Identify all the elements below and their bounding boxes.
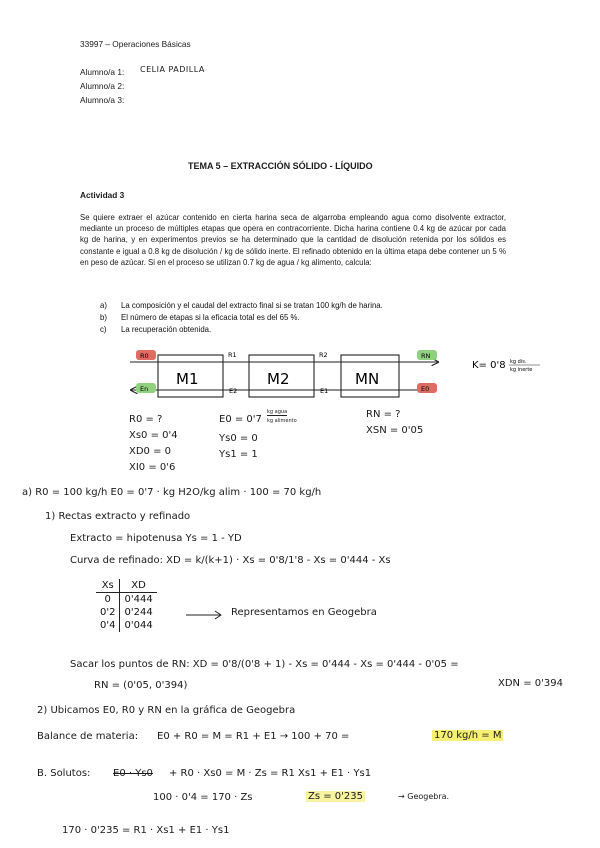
course-code: 33997 – Operaciones Básicas	[80, 39, 191, 49]
zs-equation: 100 · 0'4 = 170 · Zs	[153, 792, 253, 803]
final-equation: 170 · 0'235 = R1 · Xs1 + E1 · Ys1	[62, 825, 230, 836]
solutos-struck-term: E0 · Ys0	[113, 768, 153, 779]
given-e0: E0 = 0'7	[219, 414, 262, 425]
zs-geogebra: → Geogebra.	[398, 792, 450, 801]
tag-rn-text: RN	[421, 352, 431, 360]
table-row: 0'4 0'044	[96, 619, 157, 632]
process-diagram	[0, 345, 600, 405]
tag-en-text: En	[140, 385, 149, 393]
student-1-name: CELIA PADILLA	[140, 65, 205, 74]
stage-label-n: MN	[355, 370, 380, 388]
given-xs0: Xs0 = 0'4	[129, 430, 178, 441]
page-title: TEMA 5 – EXTRACCIÓN SÓLIDO - LÍQUIDO	[188, 161, 373, 171]
k-numerator: kg dis.	[510, 359, 527, 365]
stream-e1: E1	[320, 387, 329, 395]
solutos-label: B. Solutos:	[37, 768, 91, 779]
given-xsn: XSN = 0'05	[366, 425, 424, 436]
rn-point: RN = (0'05, 0'394)	[94, 680, 188, 691]
activity-heading: Actividad 3	[80, 190, 125, 200]
solution-a-line: a) R0 = 100 kg/h E0 = 0'7 · kg H2O/kg alim · 100 = 70 kg/h	[22, 487, 322, 498]
step-1-heading: 1) Rectas extracto y refinado	[45, 511, 191, 522]
student-1-label: Alumno/a 1:	[80, 67, 125, 77]
table-row: 0 0'444	[96, 593, 157, 607]
xs-xd-table	[96, 579, 157, 632]
balance-equation: E0 + R0 = M = R1 + E1 → 100 + 70 =	[157, 731, 350, 742]
given-r0: R0 = ?	[129, 414, 163, 425]
given-ys0: Ys0 = 0	[219, 433, 258, 444]
given-rn: RN = ?	[366, 409, 401, 420]
question-c: c) La recuperación obtenida.	[100, 325, 212, 335]
given-e0-den: kg alimento	[267, 418, 297, 424]
curva-refinado: Curva de refinado: XD = k/(k+1) · Xs = 0'8/1'8 - Xs = 0'444 - Xs	[70, 555, 391, 566]
given-e0-num: kg agua	[267, 409, 288, 415]
zs-result: Zs = 0'235	[308, 791, 363, 802]
stream-r2: R2	[319, 351, 328, 359]
question-a: a) La composición y el caudal del extracto final si se tratan 100 kg/h de harina.	[100, 301, 383, 310]
arrow-right-icon	[184, 610, 224, 620]
tag-e0-text: E0	[421, 385, 430, 393]
student-3-label: Alumno/a 3:	[80, 95, 125, 105]
balance-result: 170 kg/h = M	[434, 730, 502, 741]
solutos-equation: + R0 · Xs0 = M · Zs = R1 Xs1 + E1 · Ys1	[169, 768, 372, 779]
balance-label: Balance de materia:	[37, 731, 139, 742]
sacar-puntos: Sacar los puntos de RN: XD = 0'8/(0'8 + 1) - Xs = 0'444 - Xs = 0'444 - 0'05 =	[70, 659, 459, 670]
k-denominator: kg inerte	[510, 367, 533, 373]
question-b: b) El número de etapas si la eficacia total es del 65 %.	[100, 313, 300, 323]
table-header-xs: Xs	[96, 579, 120, 593]
extracto-line: Extracto = hipotenusa Ys = 1 - YD	[70, 533, 242, 544]
tag-r0-text: R0	[140, 352, 149, 360]
stage-label-1: M1	[176, 370, 199, 388]
student-2-label: Alumno/a 2:	[80, 81, 125, 91]
given-ys1: Ys1 = 1	[219, 449, 258, 460]
stream-r1: R1	[228, 351, 237, 359]
table-header-xd: XD	[120, 579, 157, 593]
stage-label-2: M2	[267, 370, 290, 388]
problem-statement: Se quiere extraer el azúcar contenido en cierta harina seca de algarroba empleando agua como disolvente extractor, mediante un proceso de múltiples etapas que opera en contracorriente. Dicha harina contiene 0.4 kg de azúcar por cada kg de harina, y en experimentos previos se ha determinado que la cantidad de disolución retenida por los sólidos es constante e igual a 0.8 kg de disolución / kg de sólido inerte. El refinado obtenido en la última etapa debe contener un 5 % en peso de azúcar. Si en el proceso se utilizan 0.7 kg de agua / kg alimento, calcula:	[80, 213, 506, 267]
represent-geogebra: Representamos en Geogebra	[231, 607, 377, 618]
xdn-value: XDN = 0'394	[498, 678, 563, 689]
question-list	[100, 300, 383, 337]
table-row: 0'2 0'244	[96, 606, 157, 619]
given-xd0: XD0 = 0	[129, 446, 172, 457]
given-xi0: XI0 = 0'6	[129, 462, 176, 473]
stream-e2: E2	[229, 387, 238, 395]
k-constant: K= 0'8	[472, 360, 506, 371]
step-2-heading: 2) Ubicamos E0, R0 y RN en la gráfica de Geogebra	[37, 705, 296, 716]
